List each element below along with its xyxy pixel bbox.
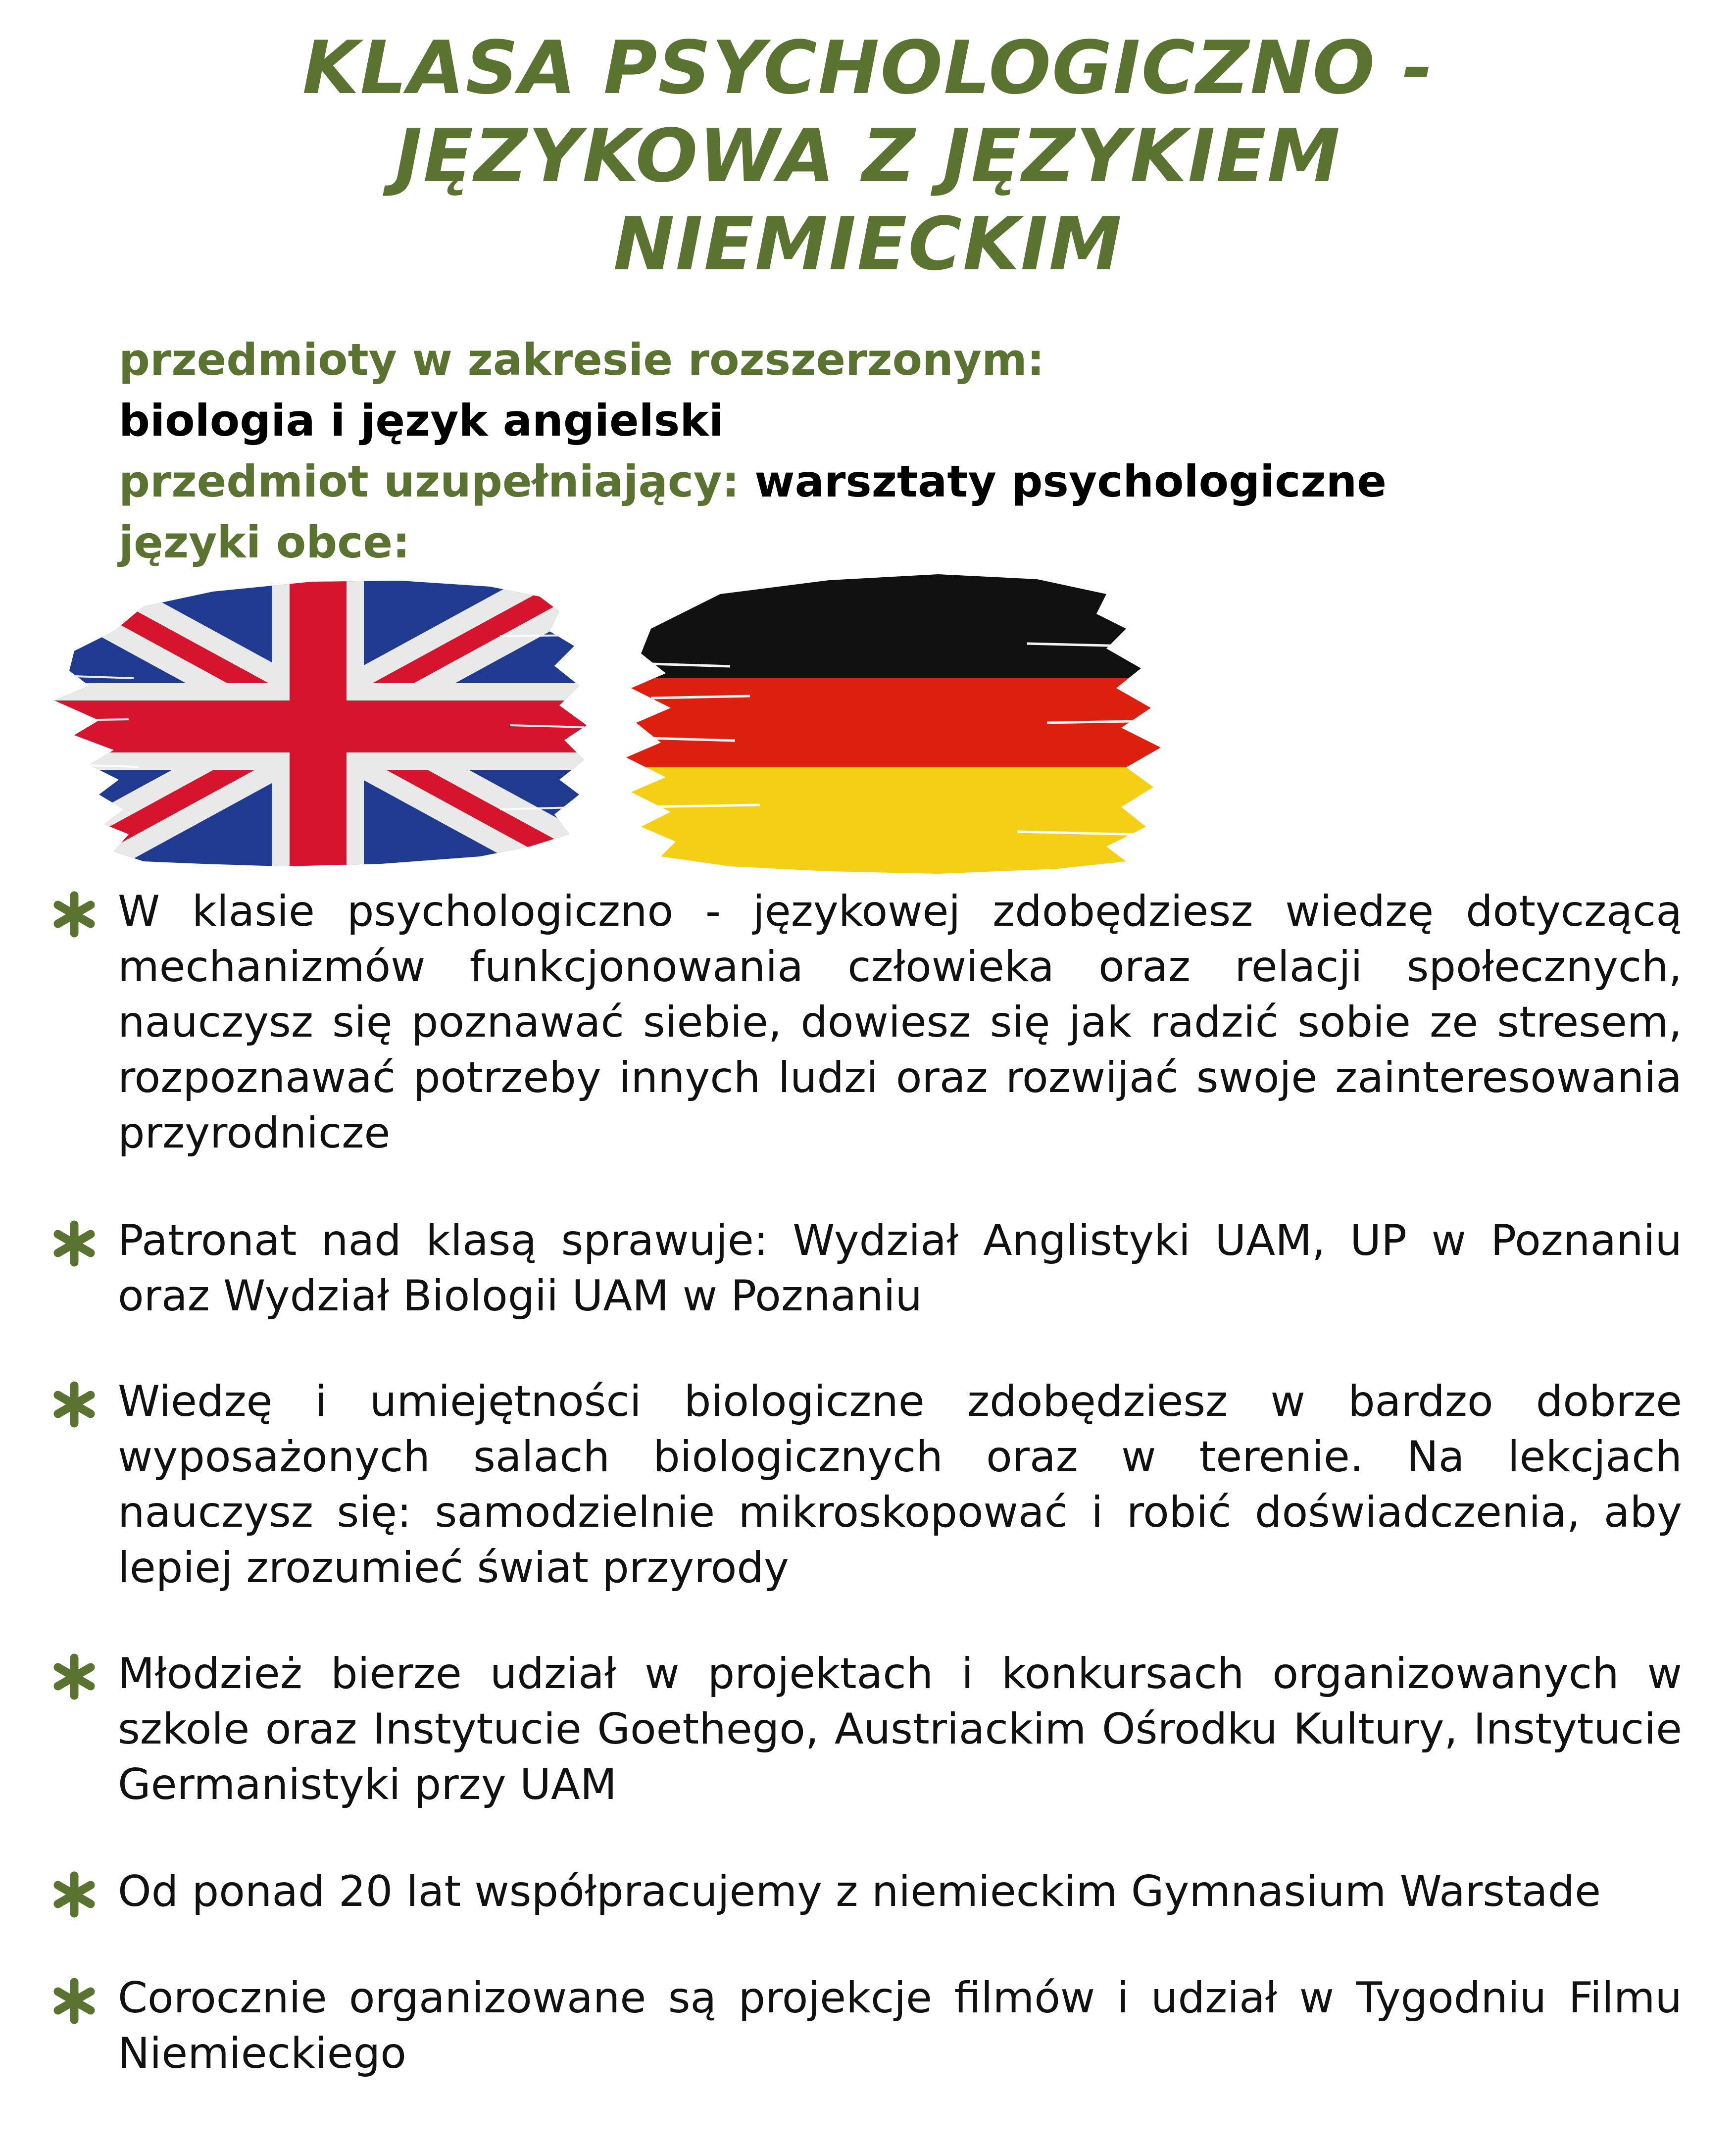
asterisk-icon [50, 1976, 99, 2026]
bullet-text: W klasie psychologiczno - językowej zdobędziesz wiedzę dotyczącą mechanizmów funkcjonowania człowieka oraz relacji społecznych, nauczysz się poznawać siebie, dowiesz się jak radzić sobie ze stresem, rozpoznawać potrzeby innych ludzi oraz rozwijać swoje zainteresowania przyrodnicze [118, 887, 1682, 1158]
supplementary-subject-label: przedmiot uzupełniający: [119, 456, 740, 507]
supplementary-subject-value: warsztaty psychologiczne [754, 456, 1387, 507]
title-line-1: KLASA PSYCHOLOGICZNO - [302, 25, 1434, 110]
asterisk-icon [50, 1219, 99, 1268]
germany-flag-icon [621, 574, 1161, 874]
languages-label: języki obce: [119, 517, 410, 568]
extended-subjects-label: przedmioty w zakresie rozszerzonym: [119, 334, 1044, 385]
bullet-text: Patronat nad klasą sprawuje: Wydział Anglistyki UAM, UP w Poznaniu oraz Wydział Biologii UAM w Poznaniu [118, 1216, 1682, 1321]
uk-flag-icon [54, 577, 587, 869]
asterisk-icon [50, 1380, 99, 1429]
title-line-3: NIEMIECKIM [613, 201, 1123, 287]
asterisk-icon [50, 1652, 99, 1701]
bullet-text: Młodzież bierze udział w projektach i konkursach organizowanych w szkole oraz Instytucie Goethego, Austriackim Ośrodku Kultury, Instytucie Germanistyki przy UAM [118, 1649, 1682, 1809]
supplementary-subject-line [119, 451, 1387, 512]
asterisk-icon [50, 890, 99, 939]
bullet-text: Corocznie organizowane są projekcje filmów i udział w Tygodniu Filmu Niemieckiego [118, 1973, 1682, 2078]
extended-subjects-value: biologia i język angielski [119, 395, 724, 446]
bullet-text: Wiedzę i umiejętności biologiczne zdobędziesz w bardzo dobrze wyposażonych salach biologicznych oraz w terenie. Na lekcjach nauczysz się: samodzielnie mikroskopować i robić doświadczenia, aby lepiej zrozumieć świat przyrody [118, 1377, 1682, 1593]
page-title [0, 24, 1736, 288]
title-line-2: JĘZYKOWA Z JĘZYKIEM [395, 113, 1341, 199]
bullet-text: Od ponad 20 lat współpracujemy z niemieckim Gymnasium Warstade [118, 1867, 1601, 1916]
asterisk-icon [50, 1870, 99, 1919]
subjects-section [119, 329, 1387, 573]
